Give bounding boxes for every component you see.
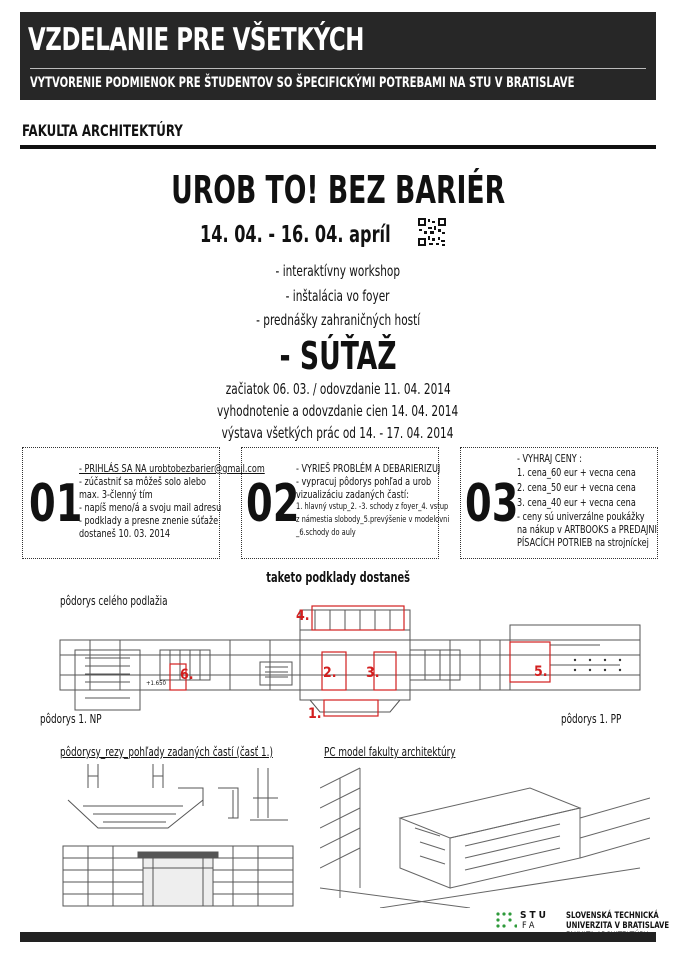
fa-logo-text: FA <box>522 921 538 931</box>
step3-line5: - ceny sú univerzálne poukážky <box>517 510 645 523</box>
section-rule <box>20 145 656 149</box>
event-title: UROB TO! BEZ BARIÉR <box>170 168 506 212</box>
feature-installation: - inštalácia vo foyer <box>286 287 390 305</box>
marker-6: 6. <box>180 667 194 683</box>
step-number-3: 03 <box>465 474 519 534</box>
step-number-2: 02 <box>246 474 300 534</box>
step1-line5: - podklady a presne znenie súťaže <box>79 514 219 527</box>
step3-line1: - VYHRAJ CENY : <box>517 452 583 465</box>
sections-drawing <box>58 758 298 908</box>
step-box-1 <box>22 447 265 559</box>
faculty-name: FAKULTA ARCHITEKTÚRY <box>22 121 183 140</box>
feature-lectures: - prednášky zahraničných hostí <box>255 311 421 329</box>
step3-line2: 1. cena_60 eur + vecna cena <box>517 466 636 479</box>
contest-title: - SÚŤAŽ <box>279 334 397 378</box>
footer-bar <box>20 932 656 942</box>
qr-code-icon[interactable] <box>418 218 446 246</box>
header-divider <box>30 68 646 69</box>
step-number-1: 01 <box>29 474 83 534</box>
feature-workshop: - interaktívny workshop <box>275 262 401 280</box>
marker-4: 4. <box>296 608 310 624</box>
step3-line3: 2. cena_50 eur + vecna cena <box>517 481 636 494</box>
step2-line6: _6.schody do auly <box>296 528 356 538</box>
step1-line3: max. 3-členný tím <box>79 488 153 501</box>
np-label: pôdorys 1. NP <box>40 712 102 726</box>
contest-evaluation: vyhodnotenie a odovzdanie cien 14. 04. 2014 <box>217 402 459 420</box>
marker-3: 3. <box>366 665 380 681</box>
step2-line3: vizualizáciu zadaných častí: <box>296 488 409 501</box>
event-dates: 14. 04. - 16. 04. apríl <box>200 222 391 248</box>
step1-line1: - PRIHLÁS SA NA urobtobezbarier@gmail.com <box>79 462 265 475</box>
step-box-3 <box>460 447 658 559</box>
step3-line7: PÍSACÍCH POTRIEB na strojníckej <box>517 536 649 549</box>
marker-2: 2. <box>323 665 337 681</box>
stu-dots-logo-icon <box>495 911 517 929</box>
step-text-3 <box>517 452 676 549</box>
elevation-label: +1.650 <box>146 680 166 687</box>
model-label: PC model fakulty architektúry <box>324 745 456 759</box>
step1-line2: - zúčastniť sa môžeš solo alebo <box>79 475 206 488</box>
poster-title: VZDELANIE PRE VŠETKÝCH <box>28 22 365 58</box>
model-drawing <box>320 758 650 908</box>
step1-line6: dostaneš 10. 03. 2014 <box>79 527 171 540</box>
step-text-2 <box>296 462 483 540</box>
university-line2: UNIVERZITA V BRATISLAVE <box>566 921 670 931</box>
plans-heading: taketo podklady dostaneš <box>266 570 410 586</box>
floor-plan-drawing <box>30 600 646 730</box>
step2-line1: - VYRIEŠ PROBLÉM A DEBARIERIZUJ <box>296 462 441 475</box>
marker-1: 1. <box>308 706 322 722</box>
university-line1: SLOVENSKÁ TECHNICKÁ <box>566 911 659 921</box>
sections-label: pôdorysy_rezy_pohľady zadaných častí (časť 1.) <box>60 745 273 759</box>
step-box-2 <box>241 447 450 559</box>
step2-line5: z námestia slobody_5.prevýšenie v modelovni <box>296 515 450 525</box>
step1-line4: - napíš meno/á a svoju mail adresu <box>79 501 222 514</box>
stu-logo-text: STU <box>520 910 549 921</box>
marker-5: 5. <box>534 664 548 680</box>
floor-plan-label: pôdorys celého podlažia <box>60 594 168 608</box>
contest-start: začiatok 06. 03. / odovzdanie 11. 04. 2014 <box>225 380 451 398</box>
step3-line4: 3. cena_40 eur + vecna cena <box>517 496 636 509</box>
step2-line4: 1. hlavný vstup_2. -3. schody z foyer_4. vstup <box>296 502 449 512</box>
step3-line6: na nákup v ARTBOOKS a PREDAJNI <box>517 523 657 536</box>
contest-exhibition: výstava všetkých prác od 14. - 17. 04. 2014 <box>222 424 454 442</box>
pp-label: pôdorys 1. PP <box>561 712 622 726</box>
poster-subtitle: VYTVORENIE PODMIENOK PRE ŠTUDENTOV SO ŠPECIFICKÝMI POTREBAMI NA STU V BRATISLAVE <box>30 75 575 91</box>
step2-line2: - vypracuj pôdorys pohľad a urob <box>296 475 432 488</box>
